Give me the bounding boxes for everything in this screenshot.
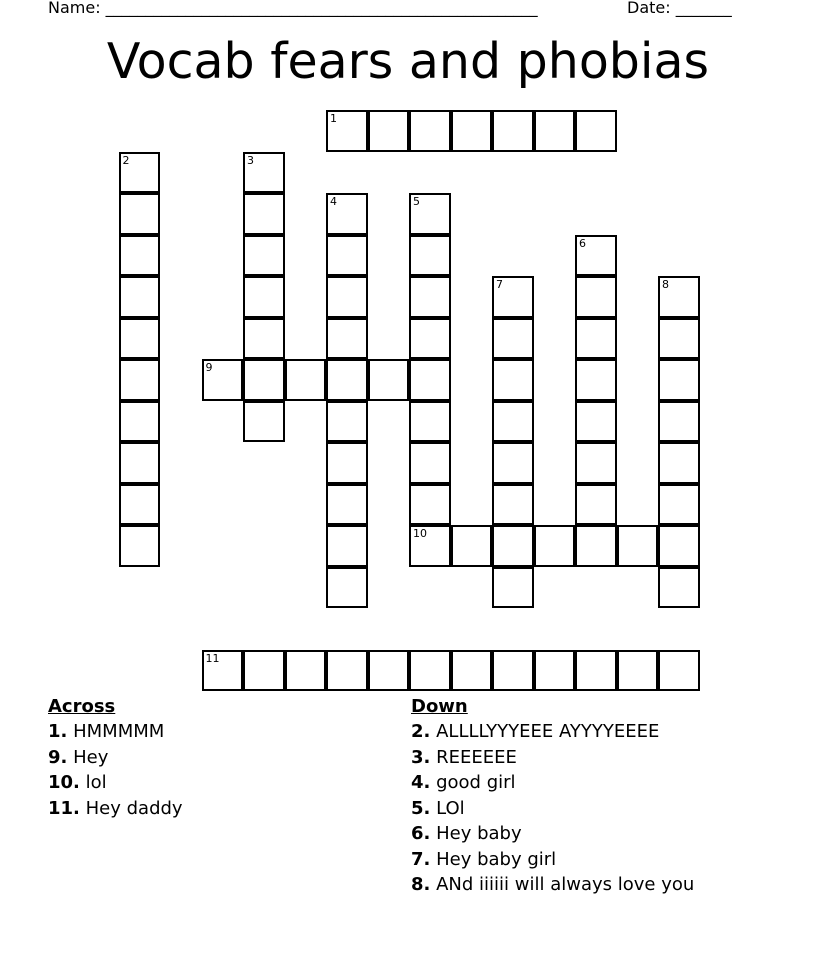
clue-text: REEEEEE — [436, 746, 517, 768]
clue-number: 11. — [48, 797, 80, 819]
crossword-cell[interactable] — [575, 318, 617, 360]
crossword-cell[interactable] — [409, 318, 451, 360]
across-clue — [48, 770, 183, 796]
clue-text: good girl — [436, 772, 516, 793]
across-clue — [48, 796, 183, 822]
crossword-cell[interactable] — [409, 484, 451, 526]
crossword-cell[interactable] — [326, 276, 368, 318]
crossword-cell[interactable] — [119, 276, 161, 318]
crossword-cell[interactable] — [119, 318, 161, 360]
crossword-cell[interactable] — [575, 235, 617, 277]
crossword-cell[interactable] — [492, 318, 534, 360]
crossword-cell[interactable] — [285, 359, 327, 401]
crossword-cell[interactable] — [534, 110, 576, 152]
cell-number: 8 — [662, 278, 669, 291]
cell-number: 3 — [247, 153, 254, 167]
crossword-cell[interactable] — [617, 525, 659, 567]
clue-number: 8. — [411, 874, 431, 895]
down-clue — [411, 745, 694, 771]
crossword-cell[interactable] — [243, 359, 285, 401]
crossword-cell[interactable] — [119, 235, 161, 277]
crossword-cell[interactable] — [243, 235, 285, 277]
cell-number: 5 — [413, 195, 420, 208]
down-clue — [411, 796, 694, 822]
across-clue — [48, 719, 183, 745]
clue-text: lol — [85, 772, 107, 793]
crossword-cell[interactable] — [368, 110, 410, 152]
date-field-label: Date: _______ — [627, 0, 732, 17]
crossword-cell[interactable] — [658, 276, 700, 318]
crossword-cell[interactable] — [202, 359, 244, 401]
crossword-cell[interactable] — [575, 484, 617, 526]
crossword-cell[interactable] — [492, 359, 534, 401]
crossword-cell[interactable] — [451, 110, 493, 152]
crossword-cell[interactable] — [368, 650, 410, 692]
cell-number: 2 — [122, 153, 130, 167]
crossword-cell[interactable] — [409, 235, 451, 277]
across-heading: Across — [48, 696, 116, 717]
down-clue — [411, 872, 694, 898]
crossword-cell[interactable] — [492, 110, 534, 152]
crossword-cell[interactable] — [534, 650, 576, 692]
clue-text: HMMMMM — [73, 721, 165, 742]
crossword-cell[interactable] — [119, 359, 161, 401]
crossword-cell[interactable] — [326, 484, 368, 526]
crossword-cell[interactable] — [451, 525, 493, 567]
cell-number: 9 — [205, 361, 213, 374]
crossword-cell[interactable] — [575, 276, 617, 318]
crossword-cell[interactable] — [492, 401, 534, 443]
crossword-cell[interactable] — [326, 193, 368, 235]
clue-text: Hey daddy — [85, 797, 183, 819]
clue-number: 6. — [411, 823, 431, 844]
crossword-cell[interactable] — [119, 401, 161, 443]
crossword-cell[interactable] — [326, 525, 368, 567]
cell-number: 1 — [330, 112, 337, 125]
crossword-cell[interactable] — [243, 318, 285, 360]
cell-number: 4 — [330, 195, 337, 208]
clue-text: ANd iiiiii will always love you — [436, 874, 695, 895]
down-clue — [411, 770, 694, 796]
crossword-cell[interactable] — [658, 318, 700, 360]
crossword-cell[interactable] — [243, 650, 285, 692]
clue-text: LOl — [436, 797, 465, 819]
crossword-cell[interactable] — [575, 110, 617, 152]
crossword-cell[interactable] — [243, 401, 285, 443]
crossword-cell[interactable] — [285, 650, 327, 692]
crossword-cell[interactable] — [617, 650, 659, 692]
down-clue — [411, 719, 694, 745]
crossword-cell[interactable] — [326, 359, 368, 401]
crossword-cell[interactable] — [492, 650, 534, 692]
clue-text: ALLLLYYYEEE AYYYYEEEE — [436, 721, 660, 742]
crossword-cell[interactable] — [119, 525, 161, 567]
crossword-cell[interactable] — [119, 442, 161, 484]
cell-number: 10 — [413, 527, 427, 540]
clue-text: Hey — [73, 746, 109, 768]
name-field-label: Name: ______________________________________________________ — [48, 0, 538, 17]
crossword-cell[interactable] — [409, 359, 451, 401]
crossword-cell[interactable] — [326, 442, 368, 484]
crossword-cell[interactable] — [575, 525, 617, 567]
crossword-cell[interactable] — [575, 442, 617, 484]
cell-number: 11 — [205, 651, 220, 665]
crossword-cell[interactable] — [492, 276, 534, 318]
crossword-cell[interactable] — [575, 359, 617, 401]
clue-number: 4. — [411, 772, 431, 793]
crossword-cell[interactable] — [658, 484, 700, 526]
crossword-cell[interactable] — [326, 567, 368, 609]
down-clues — [411, 694, 694, 898]
crossword-cell[interactable] — [243, 276, 285, 318]
crossword-cell[interactable] — [658, 401, 700, 443]
clue-number: 10. — [48, 772, 80, 793]
crossword-cell[interactable] — [119, 152, 161, 194]
crossword-cell[interactable] — [575, 650, 617, 692]
clue-number: 3. — [411, 746, 431, 768]
crossword-cell[interactable] — [119, 484, 161, 526]
cell-number: 6 — [579, 236, 586, 250]
crossword-cell[interactable] — [326, 650, 368, 692]
crossword-cell[interactable] — [492, 525, 534, 567]
crossword-cell[interactable] — [326, 318, 368, 360]
crossword-cell[interactable] — [326, 235, 368, 277]
crossword-cell[interactable] — [409, 650, 451, 692]
crossword-cell[interactable] — [368, 359, 410, 401]
crossword-cell[interactable] — [492, 484, 534, 526]
crossword-cell[interactable] — [658, 525, 700, 567]
clue-text: Hey baby girl — [436, 848, 557, 870]
crossword-cell[interactable] — [534, 525, 576, 567]
crossword-cell[interactable] — [658, 442, 700, 484]
crossword-cell[interactable] — [326, 401, 368, 443]
clue-number: 2. — [411, 721, 431, 742]
clue-number: 1. — [48, 721, 68, 742]
across-clues — [48, 694, 183, 821]
crossword-cell[interactable] — [409, 525, 451, 567]
puzzle-title: Vocab fears and phobias — [106, 33, 710, 90]
down-clue — [411, 847, 694, 873]
crossword-cell[interactable] — [409, 401, 451, 443]
cell-number: 7 — [496, 278, 503, 291]
crossword-cell[interactable] — [409, 442, 451, 484]
crossword-cell[interactable] — [326, 110, 368, 152]
across-clue — [48, 745, 183, 771]
crossword-cell[interactable] — [451, 650, 493, 692]
crossword-cell[interactable] — [575, 401, 617, 443]
clue-number: 9. — [48, 746, 68, 768]
crossword-cell[interactable] — [492, 442, 534, 484]
clue-text: Hey baby — [436, 823, 522, 844]
crossword-cell[interactable] — [492, 567, 534, 609]
crossword-cell[interactable] — [409, 110, 451, 152]
crossword-cell[interactable] — [243, 193, 285, 235]
crossword-cell[interactable] — [658, 359, 700, 401]
clue-number: 7. — [411, 848, 431, 870]
crossword-cell[interactable] — [202, 650, 244, 692]
crossword-cell[interactable] — [658, 650, 700, 692]
down-clue — [411, 821, 694, 847]
clue-number: 5. — [411, 797, 431, 819]
crossword-cell[interactable] — [119, 193, 161, 235]
crossword-cell[interactable] — [658, 567, 700, 609]
crossword-cell[interactable] — [409, 276, 451, 318]
crossword-cell[interactable] — [409, 193, 451, 235]
down-heading: Down — [411, 696, 468, 717]
crossword-cell[interactable] — [243, 152, 285, 194]
